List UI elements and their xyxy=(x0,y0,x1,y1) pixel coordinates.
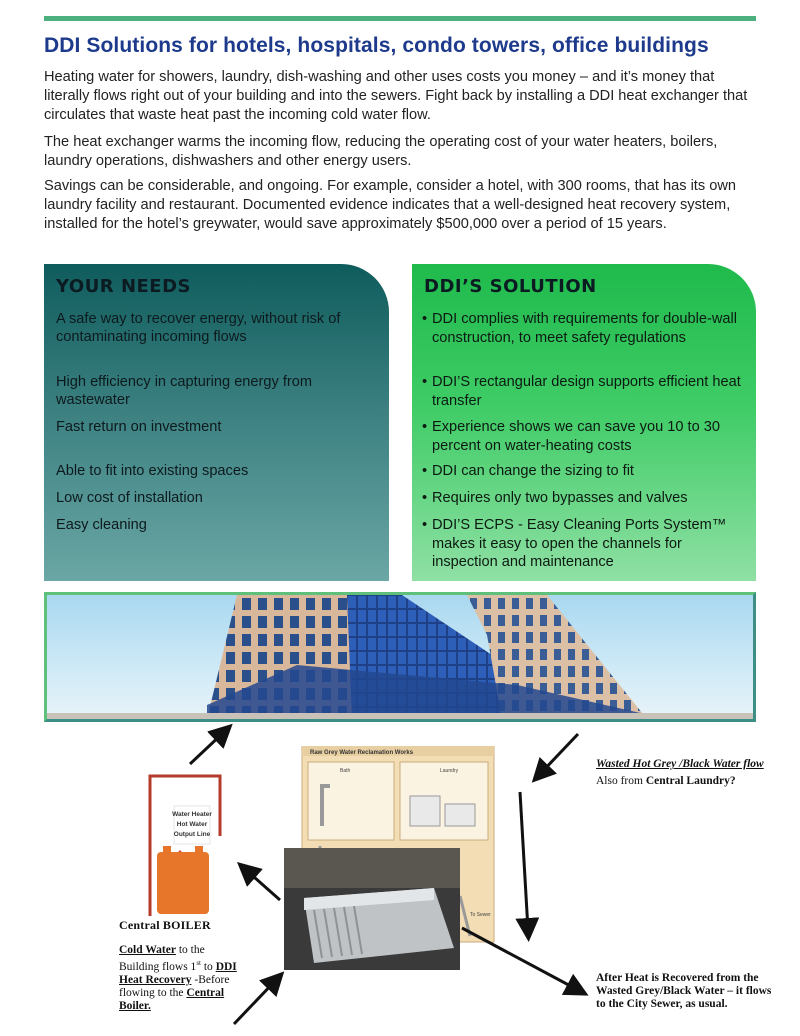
page-title: DDI Solutions for hotels, hospitals, condo towers, office buildings xyxy=(44,34,709,57)
need-item: Able to fit into existing spaces xyxy=(56,463,249,479)
cold-water-text: to xyxy=(200,960,216,973)
laundry-note-prefix: Also from xyxy=(596,775,646,787)
building-illustration xyxy=(47,595,753,719)
schematic-bath-label: Bath xyxy=(340,768,351,774)
need-item: Easy cleaning xyxy=(56,517,147,533)
arrow-to-building-icon xyxy=(190,732,224,764)
arrow-to-boiler-icon xyxy=(246,870,280,900)
laundry-note-bold: Central Laundry? xyxy=(645,775,736,787)
need-item: High efficiency in capturing energy from wastewater xyxy=(56,374,313,408)
schematic-laundry-label: Laundry xyxy=(440,768,459,774)
top-divider xyxy=(44,16,756,21)
ddi-solution-heading: DDI’S SOLUTION xyxy=(424,276,597,297)
need-item: Fast return on investment xyxy=(56,419,222,435)
arrow-to-sewer-icon xyxy=(462,928,578,990)
solution-item: • Experience shows we can save you 10 to 30 percent on water-heating costs xyxy=(420,418,750,455)
cold-water-sup: st xyxy=(196,959,201,967)
need-item: Low cost of installation xyxy=(56,490,203,506)
heat-recovery-diagram xyxy=(0,722,800,1036)
cold-water-caption xyxy=(119,944,239,1013)
arrow-from-building-icon xyxy=(540,734,578,774)
intro-paragraph-1: Heating water for showers, laundry, dish-washing and other uses costs you money – and it’s money that literally flows right out of your building and into the sewers. Fight back by installing a DDI heat exchanger that circulates that waste heat past the incoming cold water flow. xyxy=(44,69,748,123)
arrow-cold-in-icon xyxy=(234,980,276,1024)
cold-water-label: Cold Water xyxy=(119,944,176,956)
boiler-label-line: Water Heater xyxy=(172,811,212,818)
solution-item: • DDI’S ECPS - Easy Cleaning Ports System™ makes it easy to open the channels for inspection and maintenance xyxy=(420,516,750,572)
solution-item: • DDI complies with requirements for double-wall construction, to meet safety regulations xyxy=(420,310,750,347)
solution-item: • DDI’S rectangular design supports efficient heat transfer xyxy=(420,373,750,410)
arrow-down-icon xyxy=(520,792,528,930)
intro-paragraph-3: Savings can be considerable, and ongoing. For example, consider a hotel, with 300 rooms, that has its own laundry facility and restaurant. Documented evidence indicates that a well-designed heat recovery system, installed for the hotel’s greywater, would save approximately $500,000 over a period of 15 years. xyxy=(44,178,736,232)
schematic-sewer-label: To Sewer xyxy=(470,912,491,918)
sewer-caption: After Heat is Recovered from the Wasted Grey/Black Water – it flows to the City Sewer, as usual. xyxy=(596,972,772,1010)
your-needs-heading: YOUR NEEDS xyxy=(56,276,191,297)
wasted-water-label: Wasted Hot Grey /Black Water flow xyxy=(596,758,764,770)
laundry-note xyxy=(596,775,766,788)
your-needs-panel xyxy=(44,264,389,581)
cold-water-text: to the Building flows 1 xyxy=(119,944,205,973)
solution-item: • Requires only two bypasses and valves xyxy=(420,489,750,508)
central-boiler-caption: Central BOILER xyxy=(119,918,211,932)
schematic-title: Raw Grey Water Reclamation Works xyxy=(310,750,414,756)
building-photo-banner xyxy=(44,592,756,722)
cold-water-text: -Before flowing to the xyxy=(119,973,230,999)
central-boiler-label: Central Boiler. xyxy=(119,986,225,1012)
ddi-solution-panel xyxy=(412,264,756,581)
intro-paragraph-2: The heat exchanger warms the incoming flow, reducing the operating cost of your water heaters, boilers, laundry operations, dishwashers and other energy users. xyxy=(44,134,718,169)
ddi-heat-recovery-label: DDI Heat Recovery xyxy=(119,960,237,986)
need-item: A safe way to recover energy, without risk of contaminating incoming flows xyxy=(56,311,341,345)
boiler-label-line: Hot Water xyxy=(176,821,208,828)
boiler-label-line: Output Line xyxy=(173,831,211,838)
wasted-water-caption xyxy=(596,758,766,788)
solution-item: • DDI can change the sizing to fit xyxy=(420,462,750,481)
